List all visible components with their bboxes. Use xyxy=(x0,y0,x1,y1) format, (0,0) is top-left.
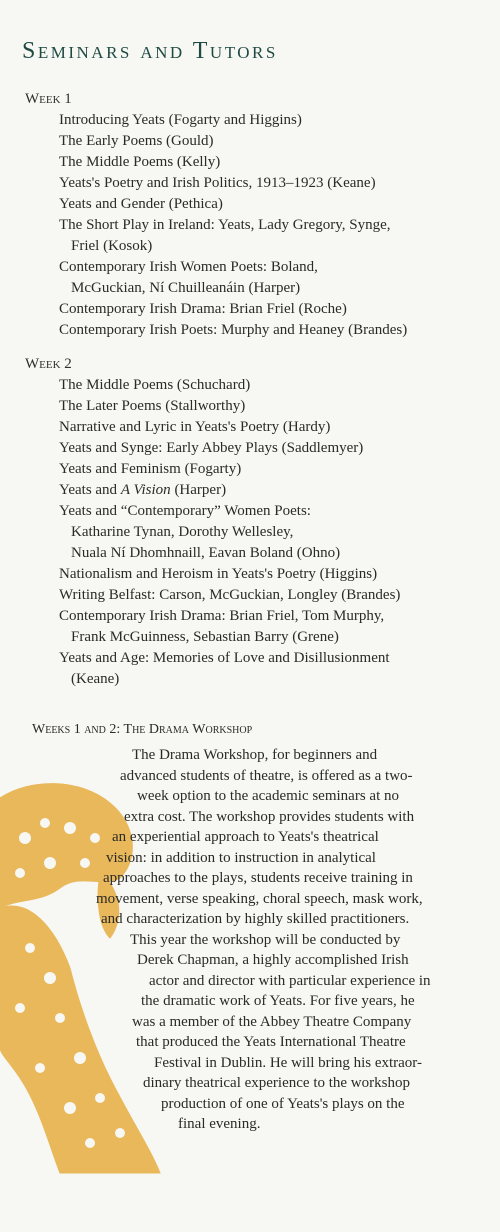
seminar-title: Contemporary Irish Drama: Brian Friel, Tom Murphy, xyxy=(59,608,385,624)
seminar-item xyxy=(59,320,407,341)
paragraph-line: Derek Chapman, a highly accomplished Irish xyxy=(137,952,409,968)
paragraph-line: an experiential approach to Yeats's theatrical xyxy=(112,829,379,845)
paragraph-line: week option to the academic seminars at no xyxy=(137,788,399,804)
seminar-item xyxy=(59,417,330,438)
seminar-title: The Early Poems (Gould) xyxy=(59,133,214,149)
paragraph-line: This year the workshop will be conducted by xyxy=(130,931,401,948)
seminar-title: Nationalism and Heroism in Yeats's Poetry (Higgins) xyxy=(59,566,378,582)
seminar-title: Yeats's Poetry and Irish Politics, 1913–1923 (Keane) xyxy=(59,175,376,191)
seminar-title: The Later Poems (Stallworthy) xyxy=(59,398,246,414)
paragraph-line: vision: in addition to instruction in analytical xyxy=(106,849,376,866)
paragraph-line: the dramatic work of Yeats. For five years, he xyxy=(141,993,415,1009)
seminar-title: Narrative and Lyric in Yeats's Poetry (Hardy) xyxy=(59,419,331,435)
paragraph-line: was a member of the Abbey Theatre Company xyxy=(132,1013,412,1030)
paragraph-line: dinary theatrical experience to the workshop xyxy=(143,1075,410,1091)
seminar-title: The Middle Poems (Schuchard) xyxy=(59,377,251,393)
seminar-title: Yeats and Age: Memories of Love and Disillusionment xyxy=(59,650,390,666)
paragraph-line: actor and director with particular experience in xyxy=(149,972,431,989)
seminar-item xyxy=(59,131,214,152)
seminar-title: Introducing Yeats (Fogarty and Higgins) xyxy=(59,112,302,128)
seminar-title: The Short Play in Ireland: Yeats, Lady Gregory, Synge, xyxy=(59,217,391,233)
paragraph-line: Festival in Dublin. He will bring his extraor- xyxy=(154,1054,422,1071)
seminar-title-continued: (Keane) xyxy=(71,671,120,687)
seminar-title: Yeats and A Vision (Harper) xyxy=(59,482,227,498)
paragraph-line: advanced students of theatre, is offered as a two- xyxy=(120,767,413,784)
seminar-item xyxy=(59,375,250,396)
seminar-item xyxy=(59,110,302,131)
seminar-item xyxy=(59,173,376,194)
seminar-title-continued: Katharine Tynan, Dorothy Wellesley, xyxy=(71,524,294,540)
seminar-title: Contemporary Irish Women Poets: Boland, xyxy=(59,259,318,275)
seminar-title: The Middle Poems (Kelly) xyxy=(59,154,221,170)
seminar-item xyxy=(59,194,223,215)
seminar-title: Contemporary Irish Poets: Murphy and Heaney (Brandes) xyxy=(59,322,408,338)
paragraph-line: movement, verse speaking, choral speech, mask work, xyxy=(96,890,423,907)
seminar-item xyxy=(59,585,400,606)
paragraph-line: production of one of Yeats's plays on the xyxy=(161,1095,405,1112)
seminar-item xyxy=(59,396,245,417)
seminar-title-continued: McGuckian, Ní Chuilleanáin (Harper) xyxy=(71,280,301,296)
seminar-title: Writing Belfast: Carson, McGuckian, Longley (Brandes) xyxy=(59,587,401,603)
paragraph-line: approaches to the plays, students receive training in xyxy=(103,870,413,886)
seminar-item xyxy=(59,606,384,648)
seminar-title: Contemporary Irish Drama: Brian Friel (Roche) xyxy=(59,301,347,317)
page-title: Seminars and Tutors xyxy=(22,38,278,64)
week-2-heading: Week 2 xyxy=(25,356,72,372)
seminar-title: Yeats and Feminism (Fogarty) xyxy=(59,461,242,477)
paragraph-line: and characterization by highly skilled practitioners. xyxy=(101,911,410,927)
paragraph-line: that produced the Yeats International Theatre xyxy=(136,1034,406,1050)
paragraph-line: The Drama Workshop, for beginners and xyxy=(132,747,378,763)
seminar-item xyxy=(59,438,363,459)
drama-workshop-heading: Weeks 1 and 2: The Drama Workshop xyxy=(32,722,253,737)
seminar-item xyxy=(59,564,377,585)
seminar-item xyxy=(59,299,347,320)
seminar-title: Yeats and “Contemporary” Women Poets: xyxy=(59,503,311,519)
seminar-item xyxy=(59,215,390,257)
seminar-title-continued: Frank McGuinness, Sebastian Barry (Grene) xyxy=(71,629,339,645)
seminar-title-continued: Nuala Ní Dhomhnaill, Eavan Boland (Ohno) xyxy=(71,545,341,561)
paragraph-line: final evening. xyxy=(178,1116,261,1132)
seminar-title-continued: Friel (Kosok) xyxy=(71,238,153,254)
seminar-item xyxy=(59,480,226,501)
seminar-item xyxy=(59,648,390,690)
seminar-title: Yeats and Gender (Pethica) xyxy=(59,196,223,212)
paragraph-line: extra cost. The workshop provides students with xyxy=(124,808,415,825)
seminar-item xyxy=(59,152,220,173)
seminar-item xyxy=(59,257,318,299)
seminar-title: Yeats and Synge: Early Abbey Plays (Saddlemyer) xyxy=(59,440,364,456)
week-1-heading: Week 1 xyxy=(25,91,72,107)
seminar-item xyxy=(59,501,340,564)
seminar-item xyxy=(59,459,241,480)
